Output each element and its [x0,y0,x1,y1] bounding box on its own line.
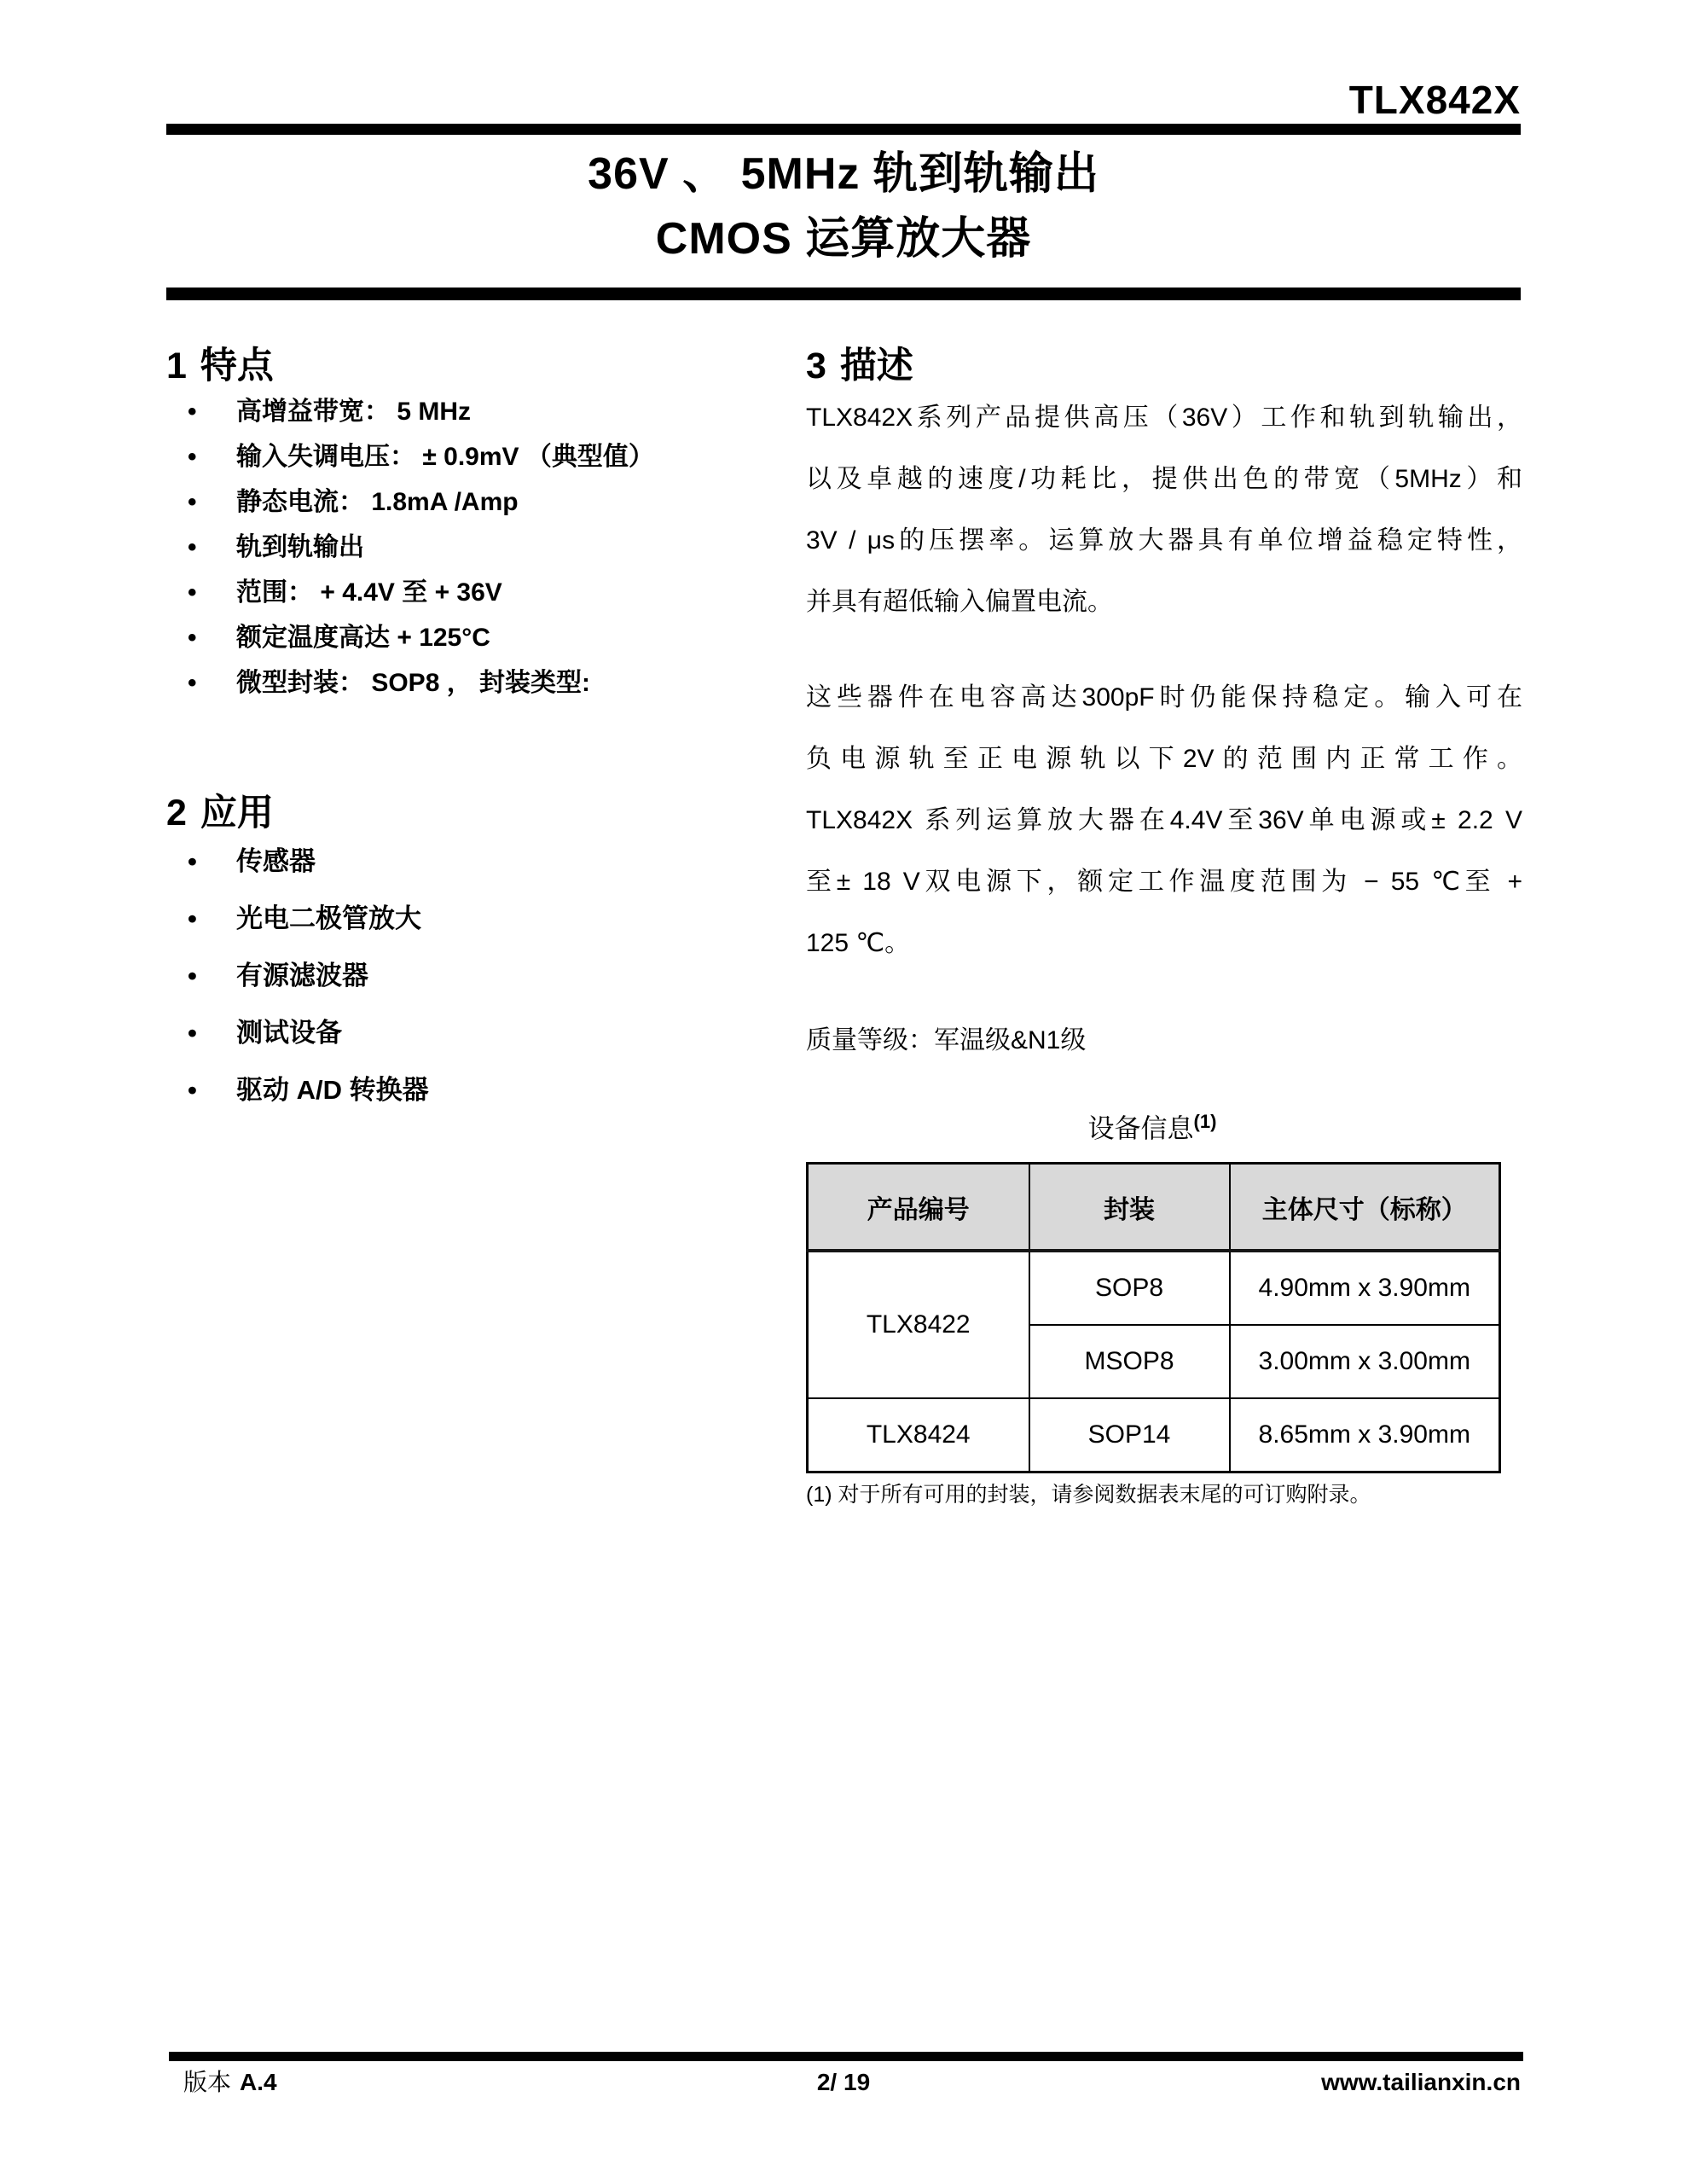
paragraph-line: 并具有超低输入偏置电流。 [806,588,1113,616]
section-heading-features [166,348,274,385]
bullet-icon: • [188,578,197,607]
bullet-icon: • [188,488,197,516]
list-item [166,479,802,525]
paragraph-line: 至± 18 V双电源下，额定工作温度范围为 − 55 ℃至 + [806,868,1522,896]
page-number: 2/ 19 [816,2069,871,2095]
bullet-icon: • [188,398,197,426]
device-info-title-text: 设备信息 [1087,1113,1194,1144]
bullet-icon: • [188,1018,197,1048]
revision-label: 版本 [183,2069,232,2095]
application-text: 传感器 [236,846,316,876]
page-title-line2: CMOS 运算放大器 [655,214,1032,264]
title-rule [166,288,1521,300]
paragraph-line: TLX842X 系列运算放大器在4.4V至36V单电源或± 2.2 V [806,806,1522,834]
body-size-cell: 3.00mm x 3.00mm [1230,1325,1500,1398]
device-info-title [806,1111,1499,1145]
paragraph-line: TLX842X系列产品提供高压（36V）工作和轨到轨输出， [806,404,1522,432]
feature-text: 静态电流： 1.8mA /Amp [236,488,519,516]
section-label: 描述 [839,346,913,386]
footnote-marker: (1) [1193,1111,1217,1132]
list-item [166,615,802,660]
section-number: 2 [166,793,187,834]
description-paragraph-1 [806,387,1522,633]
part-number-cell: TLX8422 [808,1251,1029,1398]
bullet-icon: • [188,443,197,471]
table-row [808,1251,1500,1325]
list-item [166,1061,802,1118]
bullet-icon: • [188,1075,197,1105]
list-item [166,833,802,890]
quality-grade-line: 质量等级：军温级&N1级 [806,1026,1087,1054]
footer-rule [169,2052,1523,2061]
package-cell: MSOP8 [1029,1325,1230,1398]
feature-text: 高增益带宽： 5 MHz [236,398,472,426]
part-number-cell: TLX8424 [808,1398,1029,1472]
application-text: 光电二极管放大 [236,903,421,933]
application-text: 驱动 A/D 转换器 [236,1075,429,1105]
section-number: 3 [806,346,826,386]
bullet-icon: • [188,533,197,561]
table-row [808,1398,1500,1472]
feature-text: 范围： + 4.4V 至 + 36V [236,578,502,607]
bullet-icon: • [188,903,197,933]
features-list [166,389,802,706]
applications-list [166,833,802,1118]
body-size-cell: 4.90mm x 3.90mm [1230,1251,1500,1325]
feature-text: 额定温度高达 + 125°C [236,624,490,652]
body-size-cell: 8.65mm x 3.90mm [1230,1398,1500,1472]
bullet-icon: • [188,846,197,876]
section-label: 特点 [200,346,274,386]
paragraph-line: 125 ℃。 [806,929,911,957]
section-heading-applications [166,795,274,832]
header-rule [166,124,1521,135]
feature-text: 微型封装： SOP8 ， 封装类型: [236,669,591,697]
revision-value: A.4 [240,2069,277,2095]
revision-text [183,2068,277,2097]
list-item [166,1004,802,1061]
paragraph-line: 3V / μs的压摆率。运算放大器具有单位增益稳定特性， [806,526,1522,555]
list-item [166,434,802,479]
column-header-body-size: 主体尺寸（标称） [1230,1164,1500,1252]
bullet-icon: • [188,624,197,652]
list-item [166,890,802,947]
table-footnote: (1) 对于所有可用的封装，请参阅数据表末尾的可订购附录。 [806,1483,1371,1507]
device-info-table [806,1162,1501,1473]
application-text: 测试设备 [236,1018,342,1048]
website-text: www.tailianxin.cn [1321,2069,1521,2095]
section-heading-description [806,348,913,385]
page-title-line1: 36V 、 5MHz 轨到轨输出 [588,149,1099,199]
paragraph-line: 负电源轨至正电源轨以下2V的范围内正常工作。 [806,745,1522,773]
column-header-part-number: 产品编号 [808,1164,1029,1252]
package-cell: SOP14 [1029,1398,1230,1472]
paragraph-line: 以及卓越的速度/功耗比，提供出色的带宽（5MHz）和 [806,465,1522,493]
section-number: 1 [166,346,187,386]
paragraph-line: 这些器件在电容高达300pF时仍能保持稳定。输入可在 [806,683,1522,712]
list-item [166,389,802,434]
list-item [166,660,802,706]
application-text: 有源滤波器 [236,961,368,990]
list-item [166,570,802,615]
column-header-package: 封装 [1029,1164,1230,1252]
table-header-row [808,1164,1500,1252]
section-label: 应用 [200,793,274,834]
description-paragraph-2 [806,667,1522,974]
doc-number: TLX842X [1348,78,1521,122]
package-cell: SOP8 [1029,1251,1230,1325]
bullet-icon: • [188,961,197,990]
list-item [166,947,802,1004]
bullet-icon: • [188,669,197,697]
list-item [166,525,802,570]
feature-text: 输入失调电压： ± 0.9mV （典型值） [236,443,654,471]
feature-text: 轨到轨输出 [236,533,364,561]
